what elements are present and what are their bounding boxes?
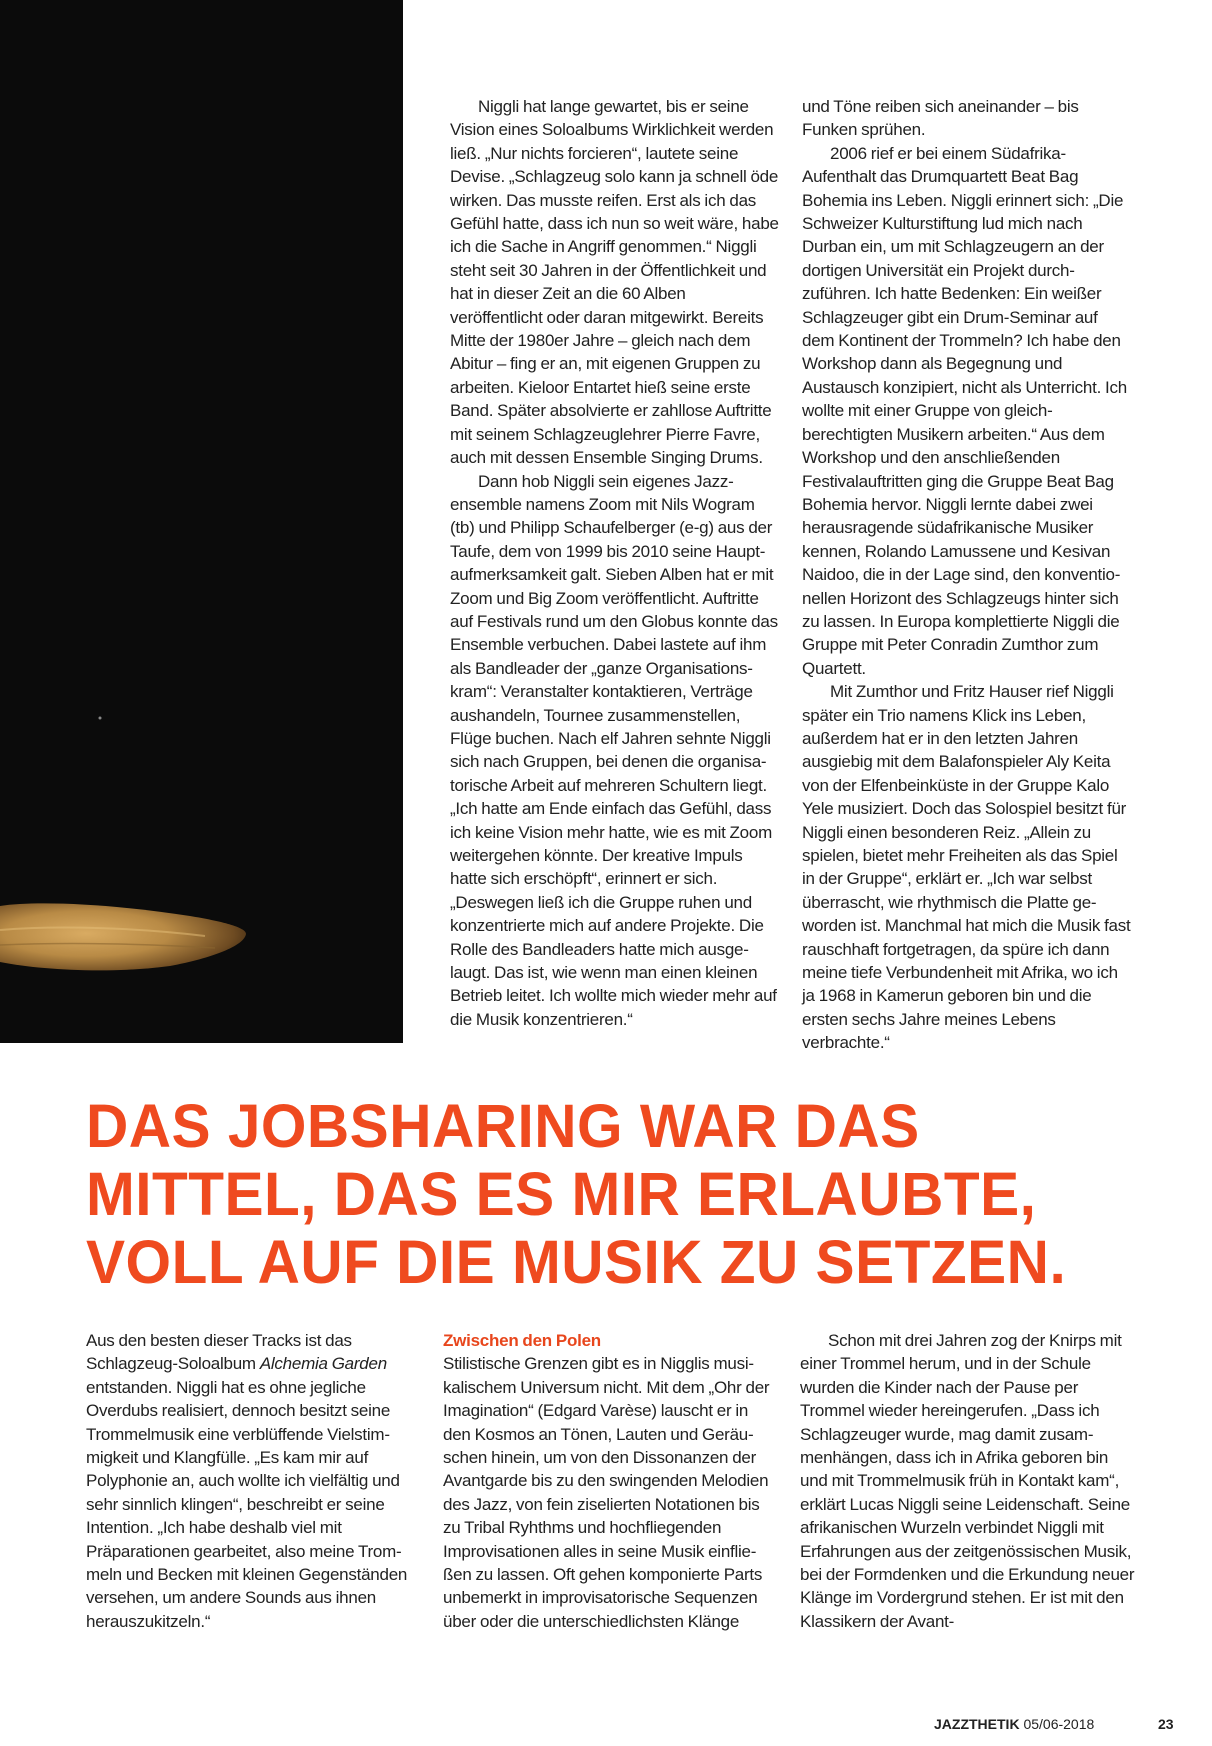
lower-column-1 [86,1329,422,1633]
headline-line: DAS JOBSHARING WAR DAS [86,1092,920,1160]
text-run: entstanden. Niggli hat es ohne jegliche Overdubs realisiert, dennoch besitzt seine Trommelmusik eine verblüffende Vielstimmigkeit und Klangfülle. „Es kam mir auf Polyphonie an, auch wollte ich vielfältig und sehr sinnlich klingen“, beschreibt er seine Intention. „Ich habe deshalb viel mit Präparationen gearbeitet, also meine Trommeln und Becken mit kleinen Gegenständen versehen, um andere Sounds aus ihnen herauszukitzeln.“ [86,1377,408,1631]
upper-column-2 [802,95,1132,1055]
cymbal-photo [0,0,403,1043]
paragraph: 2006 rief er bei einem Südafrika-Aufenthalt das Drumquartett Beat Bag Bohemia ins Leben. Niggli erinnert sich: „Die Schweizer Kulturstiftung lud mich nach Durban ein, um mit Schlagzeugern an der dortigen Universität ein Projekt durchzuführen. Ich hatte Bedenken: Ein weißer Schlagzeuger gibt ein Drum-Seminar auf dem Kontinent der Trommeln? Ich habe den Workshop dann als Begegnung und Austausch konzipiert, nicht als Unterricht. Ich wollte mit einer Gruppe von gleichberechtigten Musikern arbeiten.“ Aus dem Workshop und den anschließenden Festivalauftritten ging die Gruppe Beat Bag Bohemia hervor. Niggli lernte dabei zwei herausragende südafrikanische Musiker kennen, Rolando Lamussene und Kesivan Naidoo, die in der Lage sind, den konventionellen Horizont des Schlagzeugs hinter sich zu lassen. In Europa komplettierte Niggli die Gruppe mit Peter Conradin Zumthor zum Quartett. [802,143,1127,678]
upper-column-1 [450,95,780,1031]
album-title: Alchemia Garden [259,1354,387,1374]
text-run: Aus den besten dieser Tracks ist das Schlagzeug-Soloalbum [86,1331,352,1374]
paragraph [86,1329,422,1633]
paragraph: Mit Zumthor und Fritz Hauser rief Niggli später ein Trio namens Klick ins Leben, außerdem hat er in den letzten Jahren ausgiebig mit dem Balafonspieler Aly Keita von der Elfenbeinküste in der Gruppe Kalo Yele musiziert. Doch das Solospiel besitzt für Niggli einen besonderen Reiz. „Allein zu spielen, bietet mehr Freiheiten als das Spiel in der Gruppe“, erklärt er. „Ich war selbst überrascht, wie rhythmisch die Platte geworden ist. Manchmal hat mich die Musik fast rauschhaft fortgetragen, da spüre ich dann meine tiefe Verbundenheit mit Afrika, wo ich ja 1968 in Kamerun geboren bin und die ersten sechs Jahre meines Lebens verbrachte.“ [802,682,1131,1053]
headline-line: MITTEL, DAS ES MIR ERLAUBTE, [86,1160,1037,1228]
paragraph: Niggli hat lange gewartet, bis er seine Vision eines Soloalbums Wirklichkeit werden ließ. „Nur nichts forcieren“, lautete seine Devise. „Schlagzeug solo kann ja schnell öde wirken. Das musste reifen. Erst als ich das Gefühl hatte, dass ich nun so weit wäre, habe ich die Sache in Angriff genommen.“ Niggli steht seit 30 Jahren in der Öffentlichkeit und hat in dieser Zeit an die 60 Alben veröffentlicht oder daran mitgewirkt. Bereits Mitte der 1980er Jahre – gleich nach dem Abitur – fing er an, mit eigenen Gruppen zu arbeiten. Kieloor Entartet hieß seine erste Band. Später absolvierte er zahllose Auftritte mit seinem Schlagzeuglehrer Pierre Favre, auch mit dessen Ensemble Singing Drums. [450,97,779,468]
headline-line: VOLL AUF DIE MUSIK ZU SETZEN. [86,1228,1067,1296]
lower-column-3 [800,1329,1136,1633]
paragraph: Dann hob Niggli sein eigenes Jazzensemble namens Zoom mit Nils Wogram (tb) und Philipp Schaufelberger (e-g) aus der Taufe, dem von 1999 bis 2010 seine Hauptaufmerksamkeit galt. Sieben Alben hat er mit Zoom und Big Zoom veröffentlicht. Auftritte auf Festivals rund um den Globus konnte das Ensemble verbuchen. Dabei lastete auf ihm als Bandleader der „ganze Organisationskram“: Veranstalter kontaktieren, Verträge aushandeln, Tournee zusammenstellen, Flüge buchen. Nach elf Jahren sehnte Niggli sich nach Gruppen, bei denen die organisatorische Arbeit auf mehreren Schultern liegt. „Ich hatte am Ende einfach das Gefühl, dass ich keine Vision mehr hatte, wie es mit Zoom weitergehen könnte. Der kreative Impuls hatte sich erschöpft“, erinnert er sich. „Deswegen ließ ich die Gruppe ruhen und konzentrierte mich auf andere Projekte. Die Rolle des Bandleaders hatte mich ausgelaugt. Das ist, wie wenn man einen kleinen Betrieb leitet. Ich wollte mich wieder mehr auf die Musik konzentrieren.“ [450,471,778,1029]
magazine-name: JAZZTHETIK [934,1716,1020,1732]
subheading: Zwischen den Polen [443,1331,601,1350]
paragraph: Schon mit drei Jahren zog der Knirps mit einer Trommel herum, und in der Schule wurden die Kinder nach der Pause per Trommel wieder hereingerufen. „Dass ich Schlagzeuger wurde, mag damit zusammenhängen, dass ich in Afrika geboren bin und mit Trommelmusik früh in Kontakt kam“, erklärt Lucas Niggli seine Leidenschaft. Seine afrikanischen Wurzeln verbindet Niggli mit Erfahrungen aus der zeitgenössischen Musik, bei der Formdenken und die Erkundung neuer Klänge im Vordergrund stehen. Er ist mit den Klassikern der Avant- [800,1331,1135,1631]
lower-column-2 [443,1329,779,1633]
cymbal-image [0,0,403,1043]
paragraph: Stilistische Grenzen gibt es in Nigglis musikalischem Universum nicht. Mit dem „Ohr der Imagination“ (Edgard Varèse) lauscht er in den Kosmos an Tönen, Lauten und Geräuschen hinein, um von den Dissonanzen der Avantgarde bis zu den swingenden Melodien des Jazz, von fein ziselierten Notationen bis zu Tribal Ryhthms und hochfliegenden Improvisationen alles in seine Musik einfließen zu lassen. Oft gehen komponierte Parts unbemerkt in improvisatorische Sequenzen über oder die unterschiedlichsten Klänge [443,1354,770,1631]
paragraph: und Töne reiben sich aneinander – bis Funken sprühen. [802,97,1079,140]
issue-number: 05/06-2018 [1023,1716,1095,1732]
pull-quote-headline [86,1092,1152,1296]
page-number: 23 [1158,1716,1174,1732]
footer-magazine [934,1716,1094,1732]
